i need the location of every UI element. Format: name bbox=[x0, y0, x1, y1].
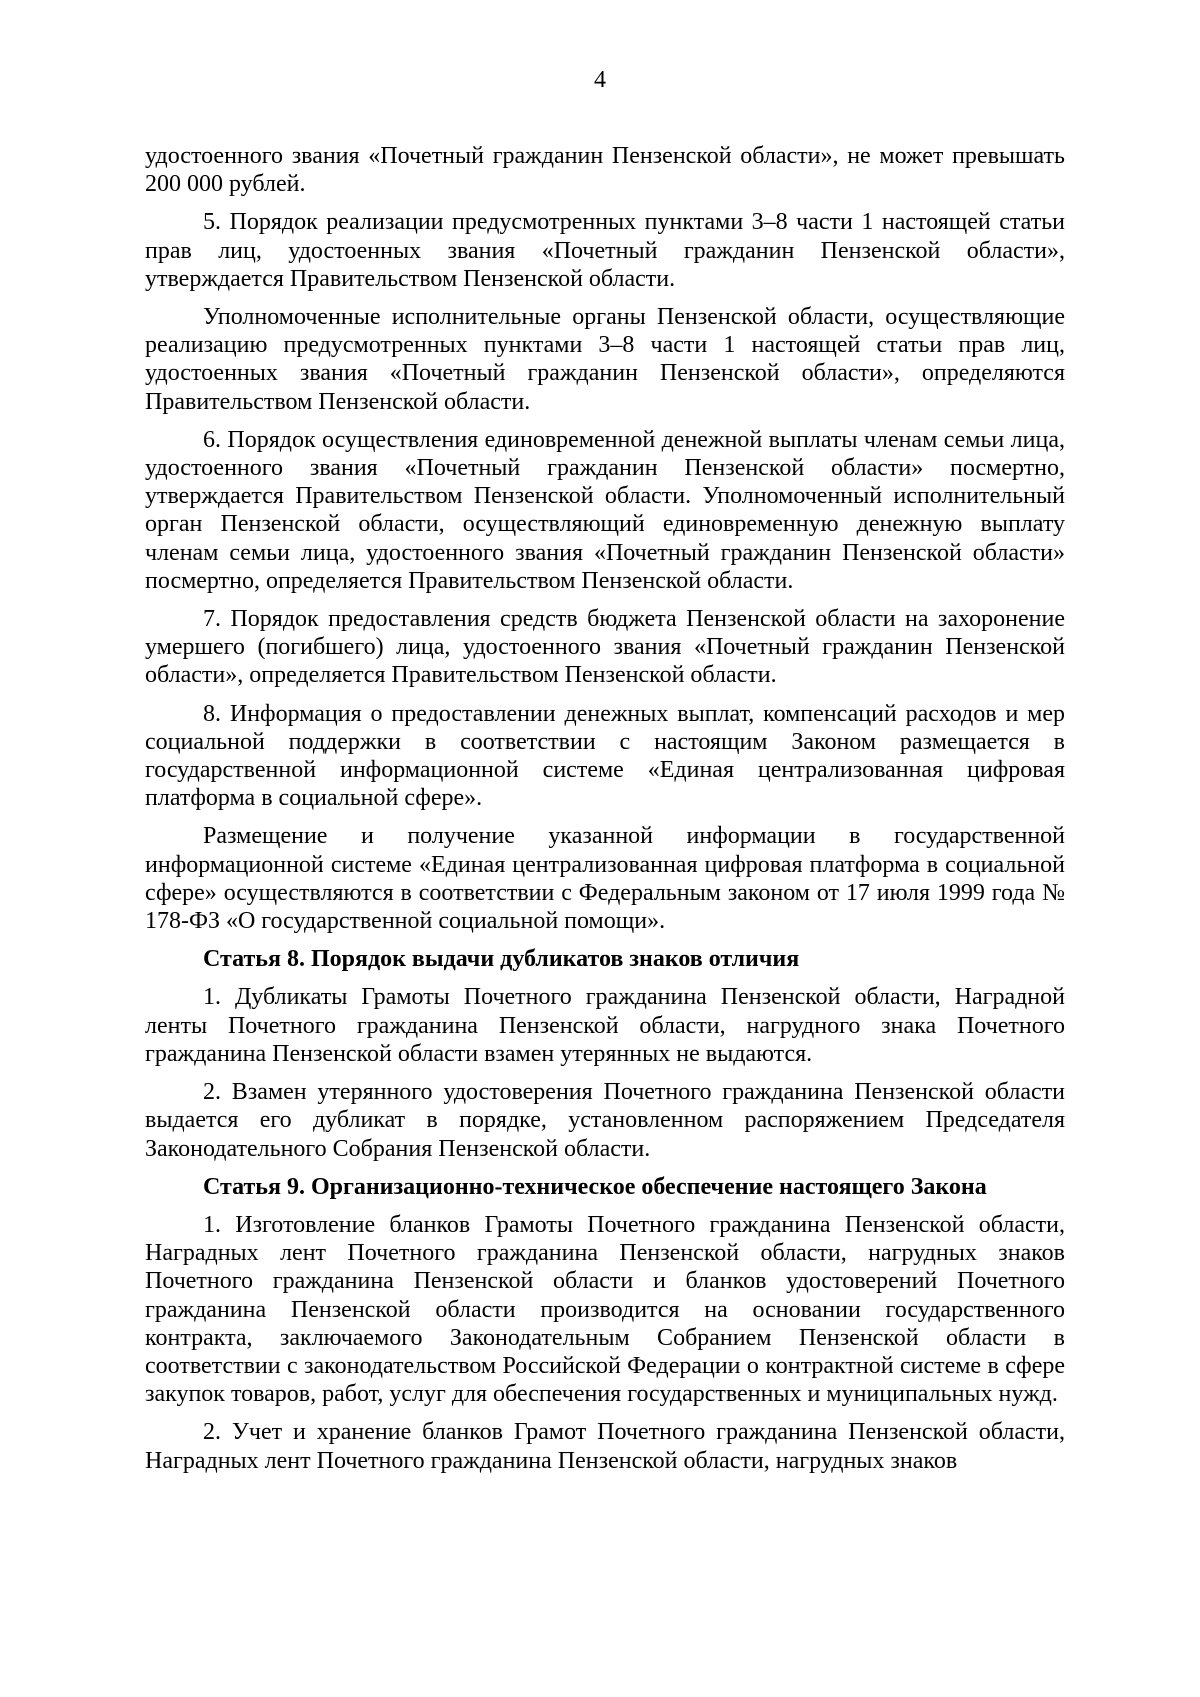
paragraph-information-placement: Размещение и получение указанной информации в государственной информационной системе «Единая централизованная цифровая платформа в социальной сфере» осуществляются в соответствии с Федеральным законом от 17 июля 1999 года № 178-ФЗ «О государственной социальной помощи». bbox=[145, 823, 1065, 935]
paragraph-item-6: 6. Порядок осуществления единовременной денежной выплаты членам семьи лица, удостоенного звания «Почетный гражданин Пензенской области» посмертно, утверждается Правительством Пензенской области. Уполномоченный исполнительный орган Пензенской области, осуществляющий единовременную денежную выплату членам семьи лица, удостоенного звания «Почетный гражданин Пензенской области» посмертно, определяется Правительством Пензенской области. bbox=[145, 426, 1065, 594]
paragraph-item-5: 5. Порядок реализации предусмотренных пунктами 3–8 части 1 настоящей статьи прав лиц, удостоенных звания «Почетный гражданин Пензенской области», утверждается Правительством Пензенской области. bbox=[145, 209, 1065, 292]
article-9-paragraph-2: 2. Учет и хранение бланков Грамот Почетного гражданина Пензенской области, Наградных лент Почетного гражданина Пензенской области, нагрудных знаков bbox=[145, 1419, 1065, 1474]
article-8-paragraph-2: 2. Взамен утерянного удостоверения Почетного гражданина Пензенской области выдается его дубликат в порядке, установленном распоряжением Председателя Законодательного Собрания Пензенской области. bbox=[145, 1079, 1065, 1162]
paragraph-authorized-bodies: Уполномоченные исполнительные органы Пензенской области, осуществляющие реализацию предусмотренных пунктами 3–8 части 1 настоящей статьи прав лиц, удостоенных звания «Почетный гражданин Пензенской области», определяются Правительством Пензенской области. bbox=[145, 304, 1065, 415]
paragraph-item-8: 8. Информация о предоставлении денежных выплат, компенсаций расходов и мер социальной поддержки в соответствии с настоящим Законом размещается в государственной информационной системе «Единая централизованная цифровая платформа в социальной сфере». bbox=[145, 700, 1065, 812]
paragraph-item-7: 7. Порядок предоставления средств бюджета Пензенской области на захоронение умершего (погибшего) лица, удостоенного звания «Почетный гражданин Пензенской области», определяется Правительством Пензенской области. bbox=[145, 606, 1065, 689]
document-body bbox=[145, 142, 1065, 1485]
page-number: 4 bbox=[594, 67, 606, 93]
article-8-heading: Статья 8. Порядок выдачи дубликатов знаков отличия bbox=[203, 946, 800, 973]
paragraph-continuation: удостоенного звания «Почетный гражданин Пензенской области», не может превышать 200 000 рублей. bbox=[145, 143, 1065, 198]
article-9-paragraph-1: 1. Изготовление бланков Грамоты Почетного гражданина Пензенской области, Наградных лент Почетного гражданина Пензенской области, нагрудных знаков Почетного гражданина Пензенской области и бланков удостоверений Почетного гражданина Пензенской области производится на основании государственного контракта, заключаемого Законодательным Собранием Пензенской области в соответствии с законодательством Российской Федерации о контрактной системе в сфере закупок товаров, работ, услуг для обеспечения государственных и муниципальных нужд. bbox=[145, 1211, 1065, 1408]
article-8-paragraph-1: 1. Дубликаты Грамоты Почетного гражданина Пензенской области, Наградной ленты Почетного гражданина Пензенской области, нагрудного знака Почетного гражданина Пензенской области взамен утерянных не выдаются. bbox=[145, 984, 1065, 1067]
article-9-heading: Статья 9. Организационно-техническое обеспечение настоящего Закона bbox=[203, 1173, 987, 1200]
